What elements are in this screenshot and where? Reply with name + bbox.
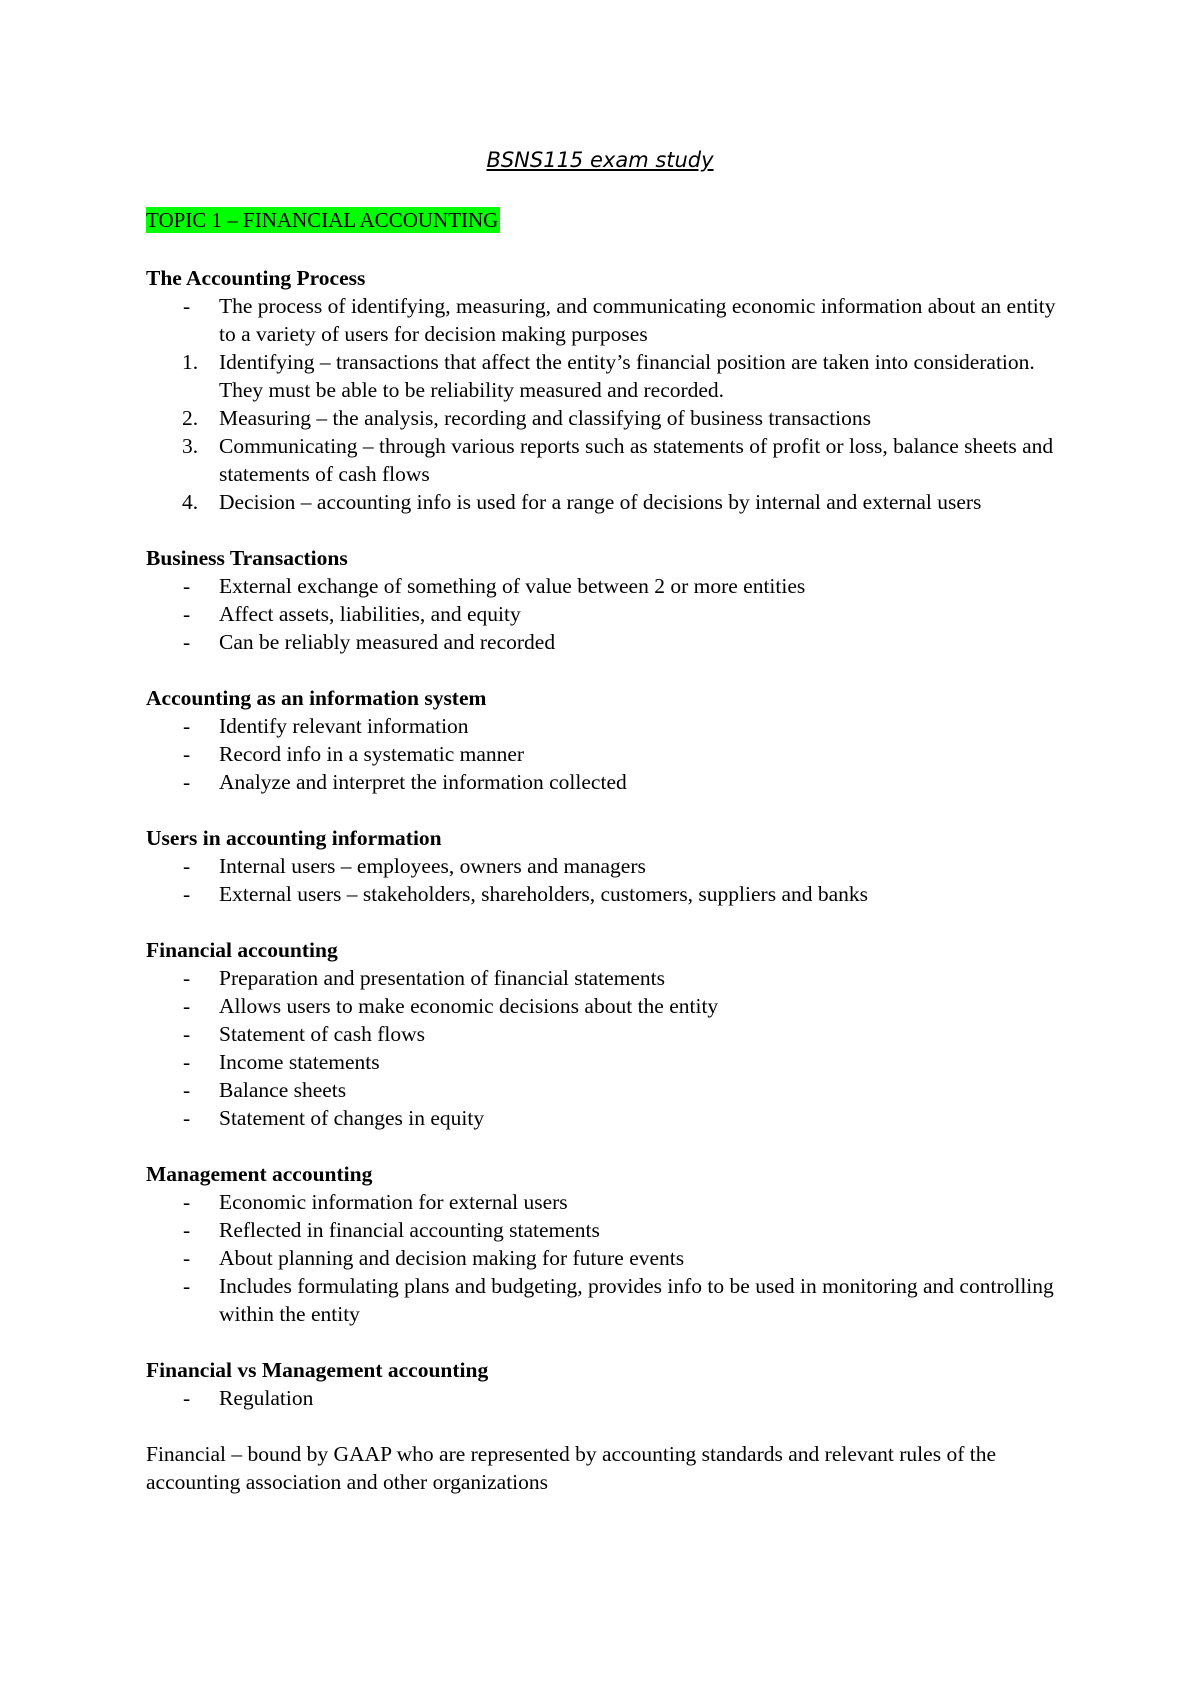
list-item xyxy=(146,1104,1066,1132)
list-item xyxy=(146,348,1066,404)
dash-marker: - xyxy=(183,630,191,654)
section-heading: Financial vs Management accounting xyxy=(146,1358,489,1382)
list-item-text: The process of identifying, measuring, and communicating economic information about an entity to a variety of users for decision making purposes xyxy=(219,294,1056,346)
list-item xyxy=(146,600,1066,628)
list-item-text: Income statements xyxy=(219,1050,380,1074)
list-item-text: Balance sheets xyxy=(219,1078,347,1102)
list-item xyxy=(146,964,1066,992)
section-management-accounting xyxy=(146,1160,1066,1328)
list-item-text: Regulation xyxy=(219,1386,314,1410)
list-item xyxy=(146,1076,1066,1104)
list-item xyxy=(146,852,1066,880)
dash-marker: - xyxy=(183,1106,191,1130)
section-heading: The Accounting Process xyxy=(146,266,366,290)
section-heading: Business Transactions xyxy=(146,546,348,570)
bullet-list xyxy=(146,964,1066,1132)
list-item-text: Internal users – employees, owners and managers xyxy=(219,854,646,878)
list-item xyxy=(146,404,1066,432)
section-heading: Financial accounting xyxy=(146,938,338,962)
dash-marker: - xyxy=(183,1386,191,1410)
list-item-text: External exchange of something of value between 2 or more entities xyxy=(219,574,806,598)
list-item xyxy=(146,1272,1066,1328)
list-item-text: Affect assets, liabilities, and equity xyxy=(219,602,521,626)
list-item xyxy=(146,1244,1066,1272)
section-financial-accounting xyxy=(146,936,1066,1132)
dash-marker: - xyxy=(183,714,191,738)
topic-heading xyxy=(146,207,500,233)
section-financial-vs-management xyxy=(146,1356,1066,1412)
list-item xyxy=(146,1048,1066,1076)
section-heading: Management accounting xyxy=(146,1162,373,1186)
section-information-system xyxy=(146,684,1066,796)
list-item-text: Reflected in financial accounting statements xyxy=(219,1218,600,1242)
list-item-text: Statement of changes in equity xyxy=(219,1106,485,1130)
dash-marker: - xyxy=(183,770,191,794)
bullet-list xyxy=(146,1188,1066,1328)
dash-marker: - xyxy=(183,882,191,906)
dash-marker: - xyxy=(183,1050,191,1074)
section-heading: Users in accounting information xyxy=(146,826,442,850)
list-item-text: Statement of cash flows xyxy=(219,1022,425,1046)
list-item-text: Measuring – the analysis, recording and classifying of business transactions xyxy=(219,406,872,430)
list-item-text: Communicating – through various reports such as statements of profit or loss, balance sheets and statements of cash flows xyxy=(219,434,1054,486)
document-body xyxy=(146,264,1066,1496)
list-number: 4. xyxy=(182,490,199,514)
topic-label: TOPIC 1 – FINANCIAL ACCOUNTING xyxy=(146,208,499,232)
list-item xyxy=(146,292,1066,348)
list-item-text: Record info in a systematic manner xyxy=(219,742,525,766)
list-item xyxy=(146,1216,1066,1244)
section-business-transactions xyxy=(146,544,1066,656)
dash-marker: - xyxy=(183,574,191,598)
dash-marker: - xyxy=(183,966,191,990)
list-item xyxy=(146,432,1066,488)
list-item-text: Preparation and presentation of financial statements xyxy=(219,966,665,990)
list-item xyxy=(146,628,1066,656)
bullet-list xyxy=(146,572,1066,656)
bullet-list xyxy=(146,1384,1066,1412)
list-item-text: Analyze and interpret the information collected xyxy=(219,770,627,794)
section-heading: Accounting as an information system xyxy=(146,686,487,710)
list-item-text: Economic information for external users xyxy=(219,1190,568,1214)
list-item-text: Allows users to make economic decisions about the entity xyxy=(219,994,719,1018)
dash-marker: - xyxy=(183,1274,191,1298)
dash-marker: - xyxy=(183,994,191,1018)
list-item-text: Includes formulating plans and budgeting, provides info to be used in monitoring and controlling within the entity xyxy=(219,1274,1054,1326)
section-users xyxy=(146,824,1066,908)
list-item xyxy=(146,740,1066,768)
list-item xyxy=(146,768,1066,796)
section-accounting-process xyxy=(146,264,1066,516)
dash-marker: - xyxy=(183,854,191,878)
list-item xyxy=(146,1188,1066,1216)
dash-marker: - xyxy=(183,602,191,626)
list-item xyxy=(146,1020,1066,1048)
list-number: 3. xyxy=(182,434,199,458)
list-item-text: Identifying – transactions that affect the entity’s financial position are taken into consideration. They must be able to be reliability measured and recorded. xyxy=(219,350,1035,402)
dash-marker: - xyxy=(183,1078,191,1102)
list-item xyxy=(146,880,1066,908)
dash-marker: - xyxy=(183,1218,191,1242)
dash-marker: - xyxy=(183,1022,191,1046)
dash-marker: - xyxy=(183,742,191,766)
list-item-text: External users – stakeholders, shareholders, customers, suppliers and banks xyxy=(219,882,869,906)
bullet-list xyxy=(146,852,1066,908)
list-number: 2. xyxy=(182,406,199,430)
document-title: BSNS115 exam study xyxy=(486,148,714,172)
list-item xyxy=(146,1384,1066,1412)
numbered-list xyxy=(146,348,1066,516)
list-item-text: Can be reliably measured and recorded xyxy=(219,630,556,654)
list-item-text: Identify relevant information xyxy=(219,714,469,738)
list-number: 1. xyxy=(182,350,199,374)
list-item xyxy=(146,572,1066,600)
dash-marker: - xyxy=(183,1246,191,1270)
list-item-text: Decision – accounting info is used for a range of decisions by internal and external users xyxy=(219,490,982,514)
body-paragraph: Financial – bound by GAAP who are represented by accounting standards and relevant rules of the accounting association and other organizations xyxy=(146,1442,996,1494)
dash-marker: - xyxy=(183,1190,191,1214)
list-item xyxy=(146,712,1066,740)
dash-marker: - xyxy=(183,294,191,318)
list-item xyxy=(146,992,1066,1020)
list-item xyxy=(146,488,1066,516)
list-item-text: About planning and decision making for future events xyxy=(219,1246,685,1270)
bullet-list xyxy=(146,712,1066,796)
bullet-list xyxy=(146,292,1066,348)
